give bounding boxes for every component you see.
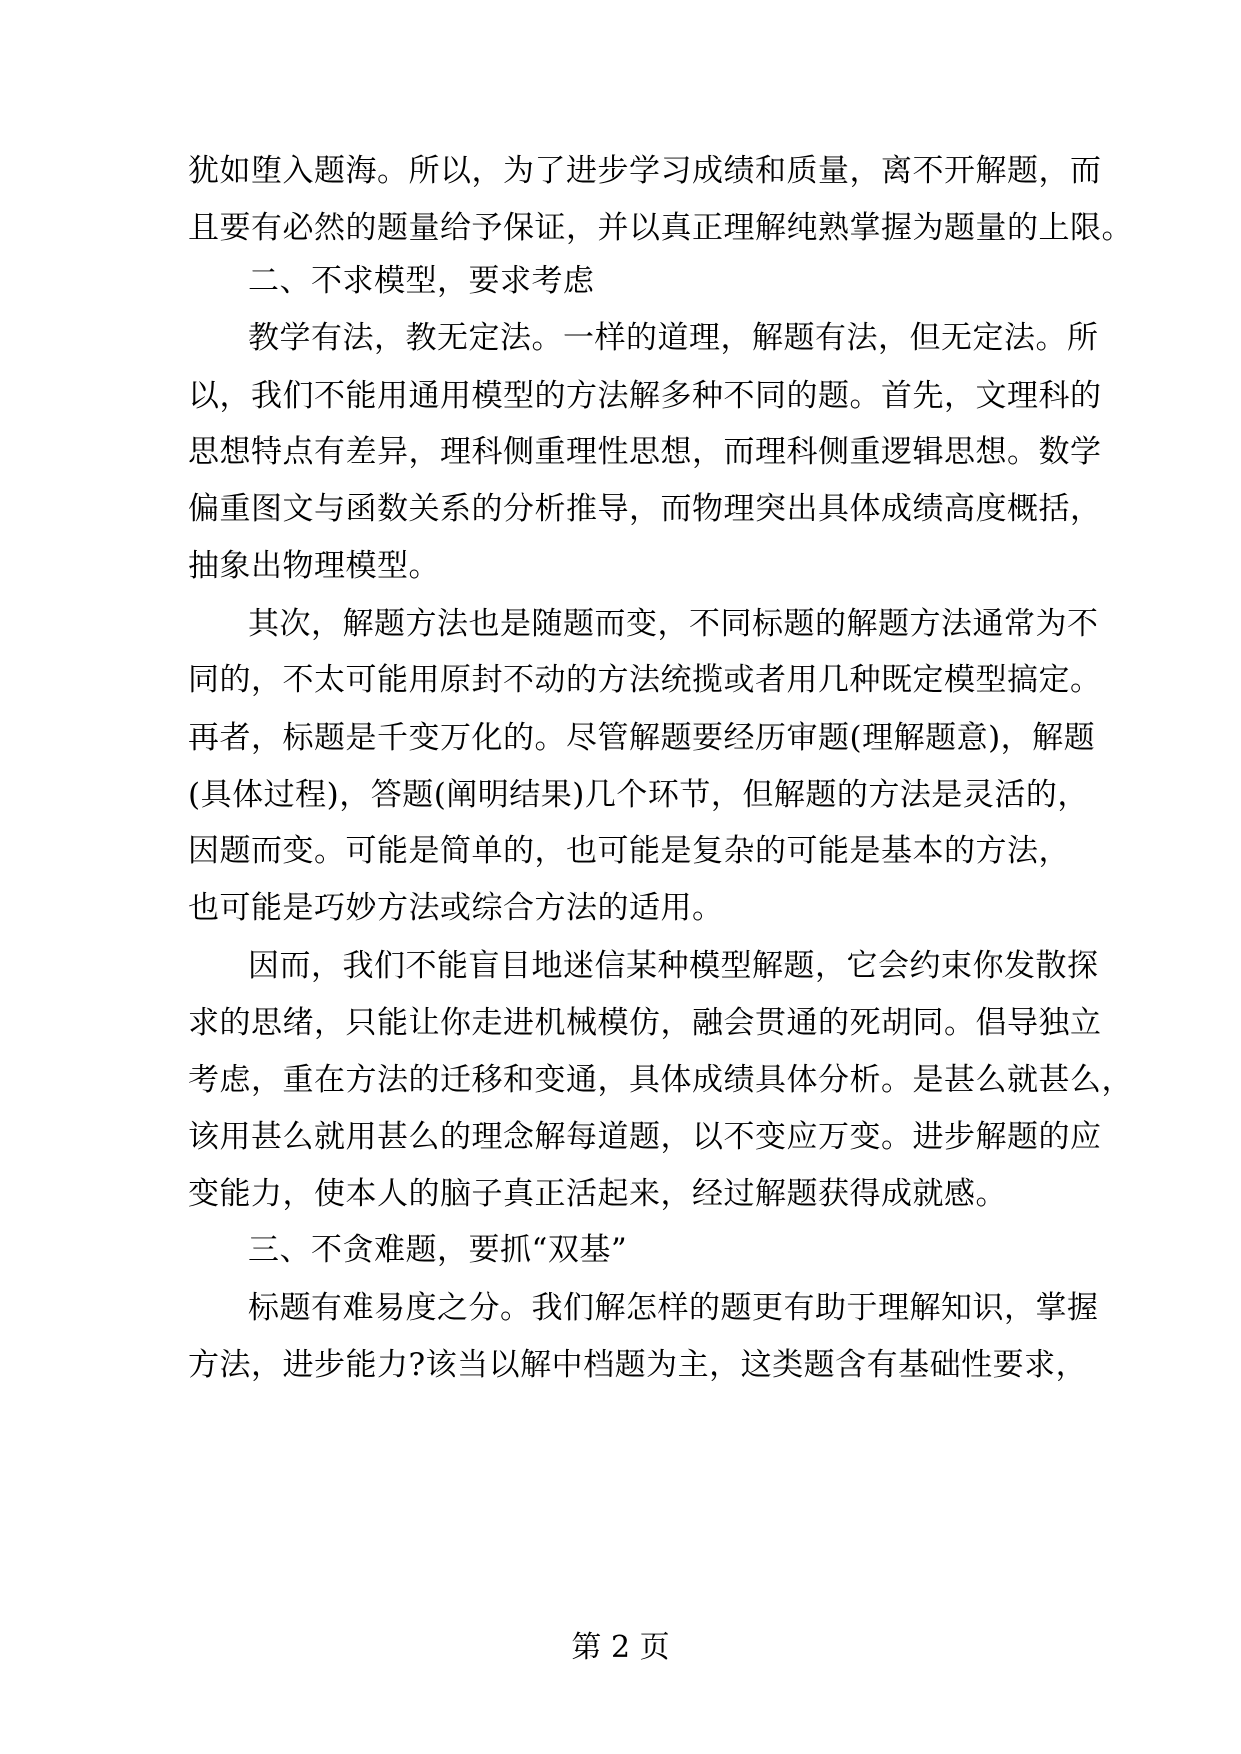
text-line: 以，我们不能用通用模型的方法解多种不同的题。首先，文理科的 [188, 378, 1102, 414]
text-line: (具体过程)，答题(阐明结果)几个环节，但解题的方法是灵活的， [188, 777, 1089, 813]
text-line: 且要有必然的题量给予保证，并以真正理解纯熟掌握为题量的上限。 [188, 210, 1133, 246]
text-line: 犹如堕入题海。所以，为了进步学习成绩和质量，离不开解题，而 [188, 153, 1102, 189]
text-line: 求的思绪，只能让你走进机械模仿，融会贯通的死胡同。倡导独立 [188, 1005, 1102, 1041]
text-line: 变能力，使本人的脑子真正活起来，经过解题获得成就感。 [188, 1176, 1007, 1212]
text-line: 同的，不太可能用原封不动的方法统揽或者用几种既定模型搞定。 [188, 662, 1102, 698]
text-line: 再者，标题是千变万化的。尽管解题要经历审题(理解题意)，解题 [188, 720, 1096, 756]
text-line: 教学有法，教无定法。一样的道理，解题有法，但无定法。所 [248, 320, 1099, 356]
text-line: 该用甚么就用甚么的理念解每道题，以不变应万变。进步解题的应 [188, 1119, 1102, 1155]
section-heading: 二、不求模型，要求考虑 [248, 263, 595, 299]
text-line: 标题有难易度之分。我们解怎样的题更有助于理解知识，掌握 [248, 1290, 1099, 1326]
text-line: 其次，解题方法也是随题而变，不同标题的解题方法通常为不 [248, 606, 1099, 642]
text-line: 也可能是巧妙方法或综合方法的适用。 [188, 890, 724, 926]
page-number: 第 2 页 [571, 1630, 670, 1665]
section-heading: 三、不贪难题，要抓“双基” [248, 1232, 628, 1268]
text-line: 因而，我们不能盲目地迷信某种模型解题，它会约束你发散探 [248, 948, 1099, 984]
text-line: 偏重图文与函数关系的分析推导，而物理突出具体成绩高度概括， [188, 491, 1102, 527]
text-line: 抽象出物理模型。 [188, 548, 440, 584]
text-line: 思想特点有差异，理科侧重理性思想，而理科侧重逻辑思想。数学 [188, 434, 1102, 470]
text-line: 考虑，重在方法的迁移和变通，具体成绩具体分析。是甚么就甚么， [188, 1062, 1133, 1098]
text-line: 因题而变。可能是简单的，也可能是复杂的可能是基本的方法， [188, 833, 1070, 869]
text-line: 方法，进步能力?该当以解中档题为主，这类题含有基础性要求， [188, 1347, 1088, 1383]
